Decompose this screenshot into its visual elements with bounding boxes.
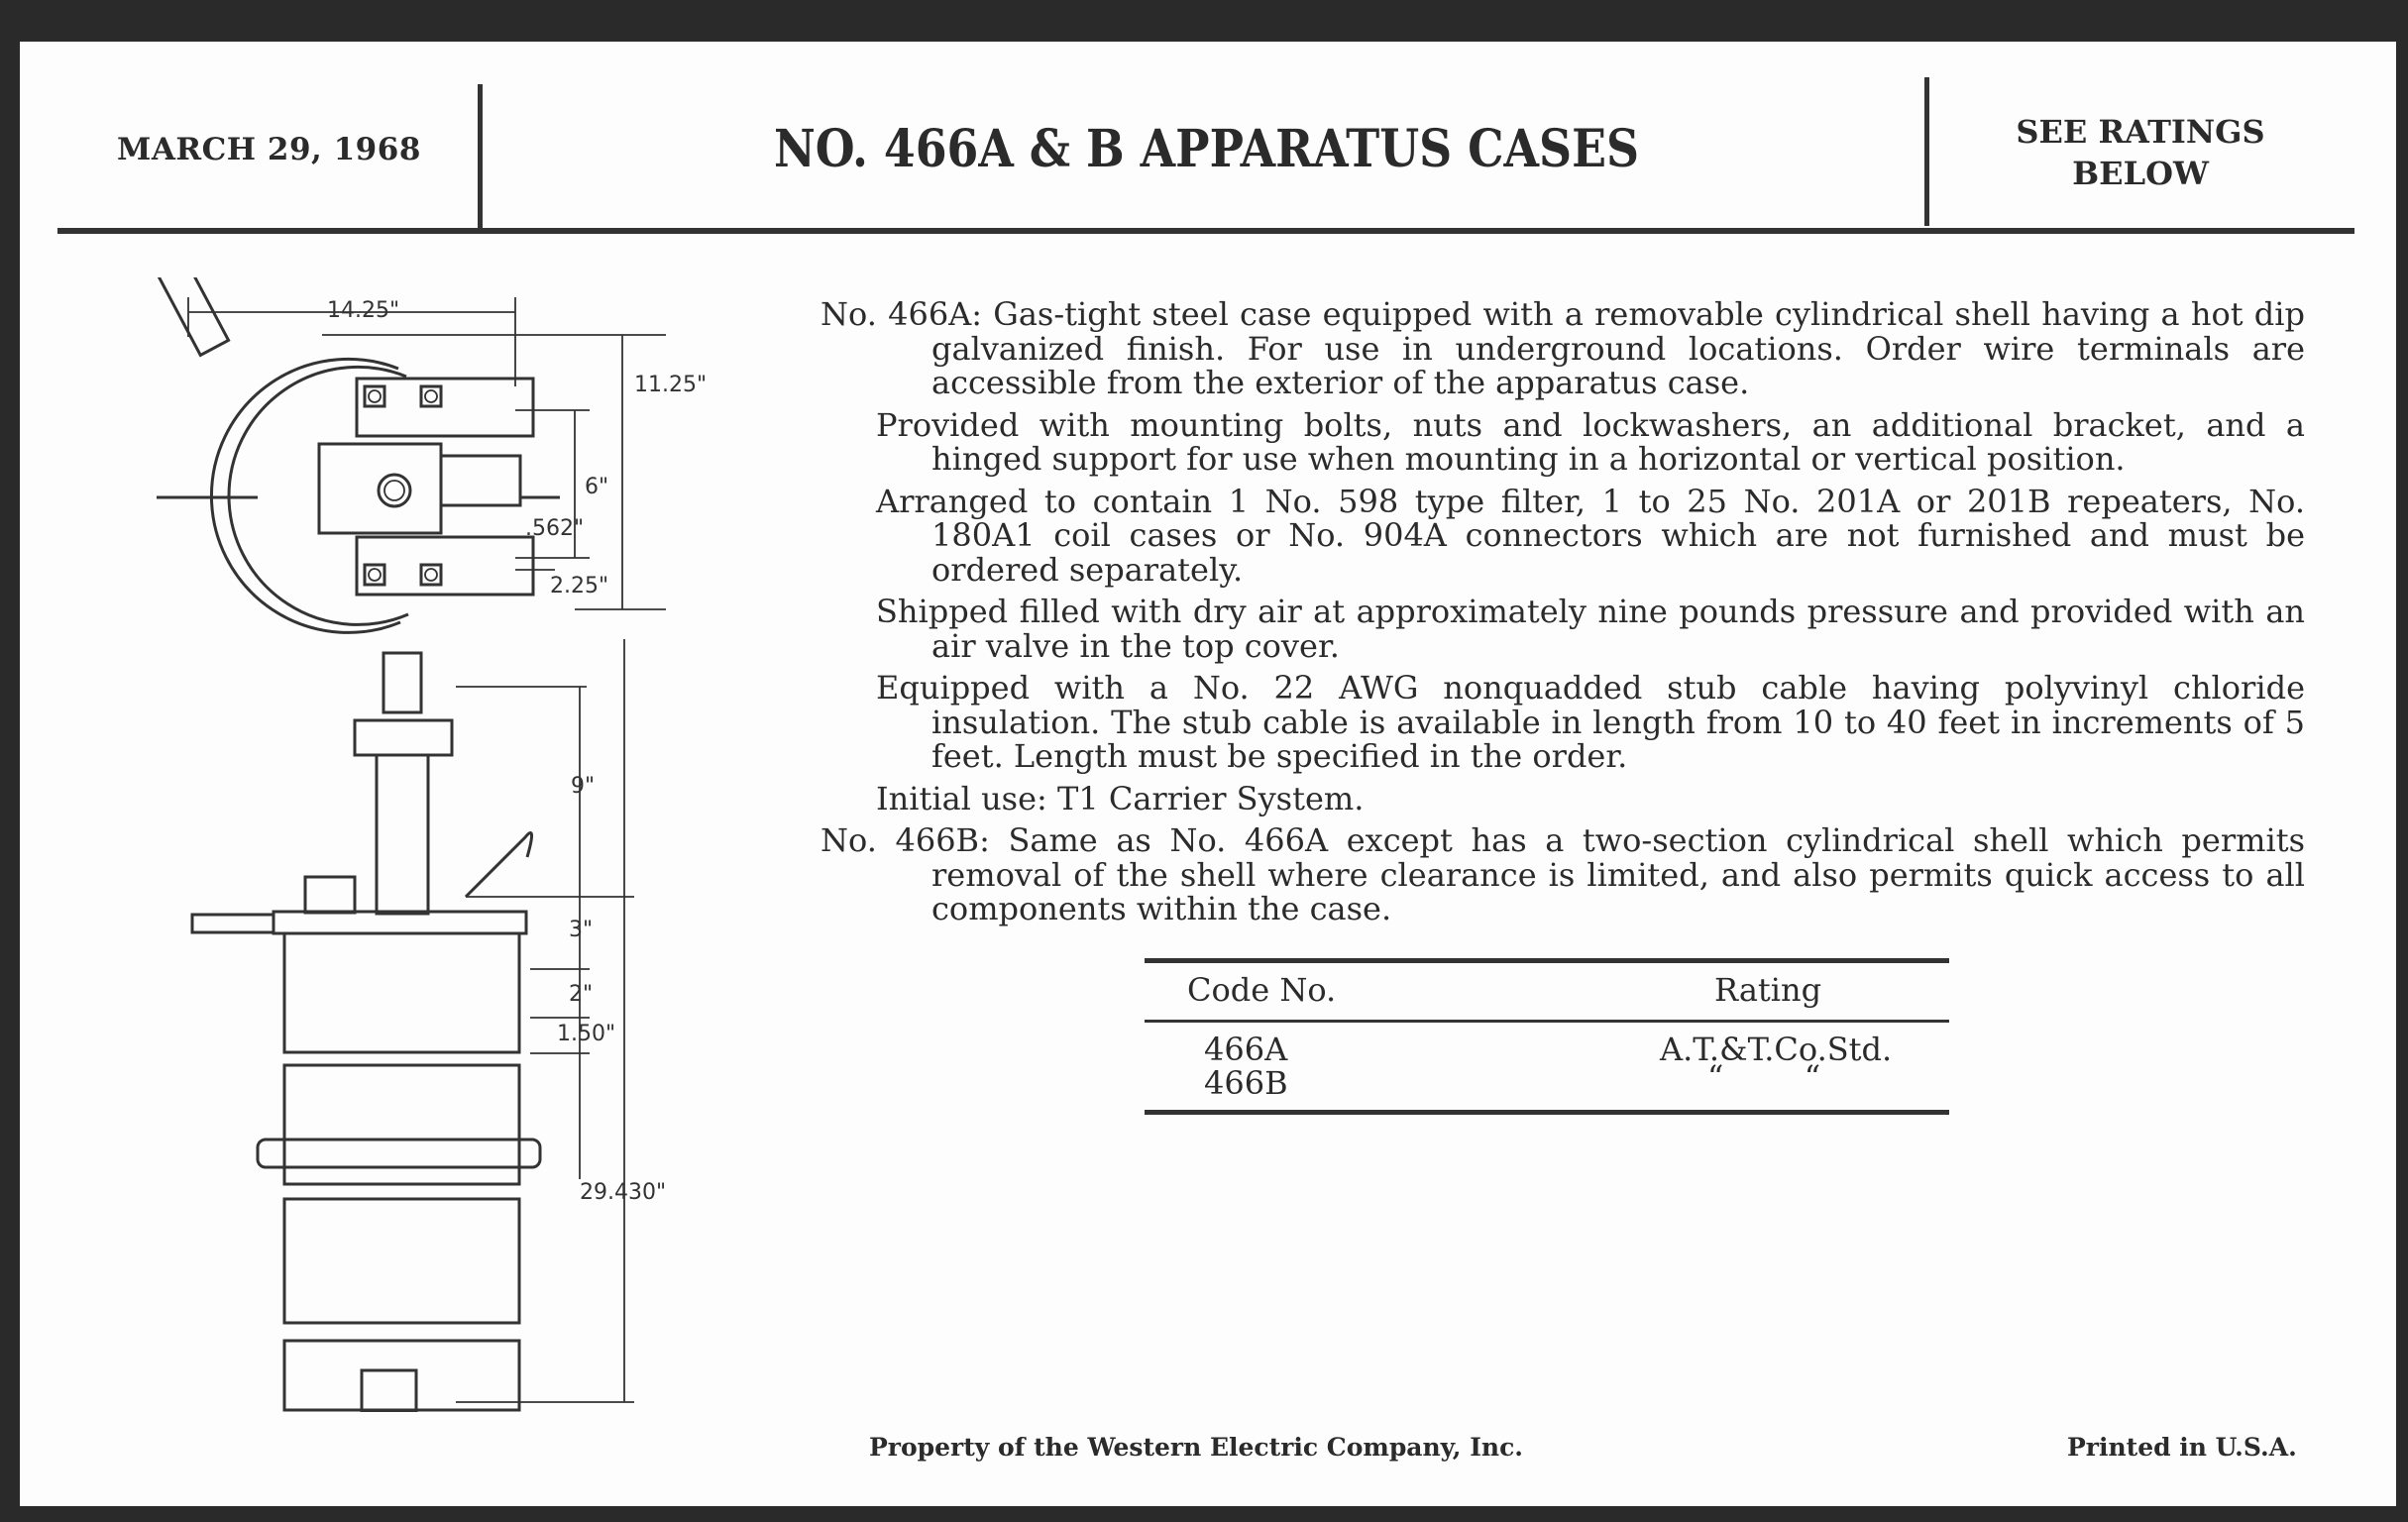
- table-header-row: [1145, 958, 1949, 1023]
- table-cell-code: 466B: [1204, 1064, 1288, 1102]
- dim-overall: 29.430": [580, 1180, 667, 1205]
- paragraph-stub-cable: Equipped with a No. 22 AWG nonquadded stub cable having polyvinyl chloride insulation. The stub cable is available in length from 10 to 40 feet in increments of 5 feet. Length must be specified in the order.: [876, 669, 2305, 775]
- description: [821, 297, 2305, 934]
- column-header-rating: Rating: [1714, 971, 1822, 1009]
- header-divider-right: [1924, 77, 1929, 226]
- dim-stub-height: 9": [571, 774, 596, 799]
- footer-printed: Printed in U.S.A.: [2067, 1433, 2297, 1462]
- top-view-dimension-lines: [188, 297, 666, 609]
- table-cell-rating: “ “: [1707, 1058, 1821, 1096]
- ratings-table: [1145, 958, 1949, 1115]
- ratings-note-line1: SEE RATINGS: [2016, 113, 2265, 151]
- ratings-note: [1932, 111, 2349, 194]
- dim-slot: .562": [525, 516, 585, 541]
- paragraph-466a: No. 466A: Gas-tight steel case equipped with a removable cylindrical shell having a hot dip galvanized finish. For use in underground locations. Order wire terminals are accessible from the exterior of the apparatus case.: [821, 295, 2305, 401]
- top-view-case: [157, 277, 560, 632]
- paragraph-466b: No. 466B: Same as No. 466A except has a two-section cylindrical shell which permits removal of the shell where clearance is limited, and also permits quick access to all components within the case.: [821, 821, 2305, 927]
- table-body: [1145, 1023, 1949, 1115]
- paragraph-initial-use: Initial use: T1 Carrier System.: [876, 779, 1365, 817]
- dim-offset: 2.25": [550, 574, 609, 598]
- table-cell-code: 466A: [1204, 1031, 1288, 1068]
- paragraph-contents: Arranged to contain 1 No. 598 type filter, 1 to 25 No. 201A or 201B repeaters, No. 180A1 coil cases or No. 904A connectors which are not furnished and must be ordered separately.: [876, 482, 2305, 589]
- table-cell-rating: A.T.&T.Co.Std.: [1660, 1031, 1893, 1068]
- header-rule: [57, 228, 2354, 234]
- ratings-note-line2: BELOW: [2072, 155, 2209, 192]
- dim-height: 11.25": [634, 373, 708, 397]
- dim-mount-spacing: 6": [585, 475, 609, 499]
- page-title: NO. 466A & B APPARATUS CASES: [773, 119, 1640, 179]
- issue-date: MARCH 29, 1968: [117, 132, 421, 167]
- side-view-drawing: [178, 639, 694, 1412]
- footer-property: Property of the Western Electric Company, Inc.: [869, 1433, 1524, 1462]
- dim-d3: 1.50": [557, 1022, 616, 1046]
- dim-d2: 2": [569, 982, 594, 1007]
- paragraph-shipping: Shipped filled with dry air at approximately nine pounds pressure and provided with an air valve in the top cover.: [876, 593, 2305, 665]
- top-view-drawing: [149, 277, 723, 654]
- paragraph-mounting: Provided with mounting bolts, nuts and lockwashers, an additional bracket, and a hinged support for use when mounting in a horizontal or vertical position.: [876, 405, 2305, 478]
- dim-d1: 3": [569, 918, 594, 942]
- side-view-dimension-lines: [456, 639, 634, 1402]
- column-header-code: Code No.: [1187, 971, 1337, 1009]
- side-view-case: [192, 653, 540, 1412]
- header-divider-left: [478, 84, 483, 231]
- dim-width: 14.25": [327, 298, 400, 323]
